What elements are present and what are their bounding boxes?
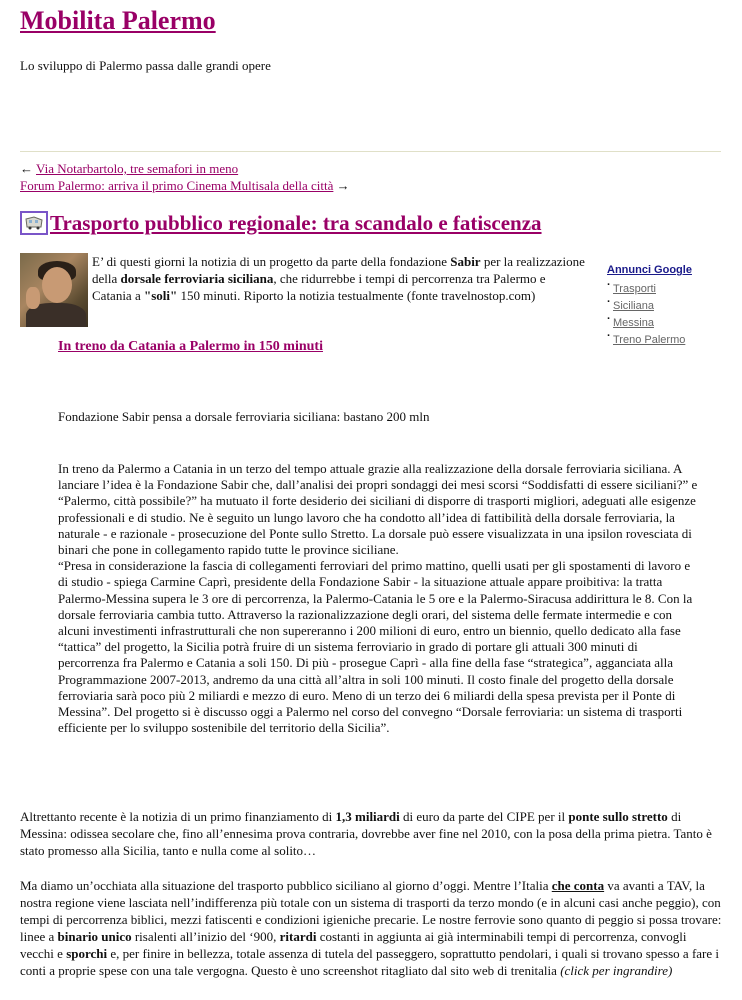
right-arrow-icon: → xyxy=(336,178,350,193)
next-post xyxy=(20,177,350,194)
ad-item xyxy=(607,332,722,349)
ad-item xyxy=(607,298,722,315)
post-navigation xyxy=(20,160,350,194)
header-divider xyxy=(20,151,721,152)
prev-post-link[interactable]: Via Notarbartolo, tre semafori in meno xyxy=(36,161,239,176)
google-ads xyxy=(607,262,722,349)
next-post-link[interactable]: Forum Palermo: arriva il primo Cinema Multisala della città xyxy=(20,178,334,193)
click-to-enlarge[interactable]: (click per ingrandire) xyxy=(560,963,673,978)
post-title[interactable]: Trasporto pubblico regionale: tra scandalo e fatiscenza xyxy=(50,211,542,235)
ad-link-treno-palermo[interactable]: Treno Palermo xyxy=(613,334,686,346)
quote-lead: Fondazione Sabir pensa a dorsale ferroviaria siciliana: bastano 200 mln xyxy=(58,409,430,424)
prev-post xyxy=(20,160,350,177)
author-avatar xyxy=(20,253,88,327)
site-tagline: Lo sviluppo di Palermo passa dalle grandi opere xyxy=(20,58,271,73)
post-intro: E’ di questi giorni la notizia di un progetto da parte della fondazione Sabir per la realizzazione della dorsale ferroviaria siciliana, che ridurrebbe i tempi di percorrenza tra Palermo e Catania a "soli" 150 minuti. Riporto la notizia testualmente (fonte travelnostop.com) xyxy=(92,254,585,303)
quote-body xyxy=(58,461,702,736)
left-arrow-icon: ← xyxy=(20,161,33,176)
che-conta-link[interactable]: che conta xyxy=(551,878,605,893)
ad-link-siciliana[interactable]: Siciliana xyxy=(613,300,654,312)
site-title[interactable]: Mobilita Palermo xyxy=(20,6,216,35)
ad-link-trasporti[interactable]: Trasporti xyxy=(613,283,656,295)
ad-item xyxy=(607,315,722,332)
quote-paragraph-1: In treno da Palermo a Catania in un terzo del tempo attuale grazie alla realizzazione della dorsale ferroviaria siciliana. A lanciare l’idea è la Fondazione Sabir che, dall’analisi dei propri sondaggi dei mesi scorsi “Soddisfatti di essere siciliani?” e “Palermo, città possibile?” ha mutuato il forte desiderio dei siciliani di disporre di trasporti migliori, adeguati alle esigenze professionali e di studio. Ne è seguito un lungo lavoro che ha condotto all’idea di fattibilità della dorsale ferroviaria, la naturale - e razionale - prosecuzione del Ponte sullo Stretto. La dorsale può essere visualizzata in una ipsilon rovesciata di binari che pone in collegamento rapido tutte le province siciliane. xyxy=(58,461,698,558)
ad-item xyxy=(607,281,722,298)
post-paragraph-1: Altrettanto recente è la notizia di un primo finanziamento di 1,3 miliardi di euro da parte del CIPE per il ponte sullo stretto di Messina: odissea secolare che, fino all’ennesima prova contraria, dovrebbe aver fine nel 2010, con la posa della prima pietra. Tanto è stato promesso alla Sicilia, tanto e nulla come al solito… xyxy=(20,809,712,858)
train-icon xyxy=(20,211,48,235)
ads-heading[interactable]: Annunci Google xyxy=(607,264,692,276)
post-paragraph-2: Ma diamo un’occhiata alla situazione del trasporto pubblico siciliano al giorno d’oggi. Mentre l’Italia che conta va avanti a TAV, la nostra regione viene lasciata nell’indifferenza più totale con un sistema di trasporti da terzo mondo (e in alcuni casi anche peggio), con tempi di percorrenza biblici, mezzi fatiscenti e condizioni igieniche precarie. Le nostre ferrovie sono quanto di peggio si possa trovare: linee a binario unico risalenti all’inizio del ‘900, ritardi costanti in aggiunta ai già interminabili tempi di percorrenza, convogli vecchi e sporchi e, per finire in bellezza, totale assenza di tutela del passeggero, soprattutto pendolari, i quali si trovano spesso a fare i conti a proprie spese con una tale vergogna. Questo è uno screenshot ritagliato dal sito web di trenitalia (click per ingrandire) xyxy=(20,878,722,978)
quote-paragraph-2: “Presa in considerazione la fascia di collegamenti ferroviari del primo mattino, quelli usati per gli spostamenti di lavoro e di studio - spiega Carmine Caprì, presidente della Fondazione Sabir - la situazione attuale appare proibitiva: la tratta Palermo-Messina supera le 3 ore di percorrenza, la Palermo-Catania le 5 ore e la Palermo-Siracusa addirittura le 8. Con la dorsale ferroviaria cambia tutto. Attraverso la razionalizzazione degli orari, del sistema delle fermate intermedie e con alcuni investimenti infrastrutturali che non supereranno i 200 milioni di euro, entro un biennio, quello dedicato alla fase “tattica” del progetto, la Sicilia potrà fruire di un sistema ferroviario in grado di portare gli attuali 300 minuti di percorrenza fra Palermo e Catania a soli 150. Di più - prosegue Caprì - alla fine della fase “strategica”, agganciata alla Programmazione 2007-2013, andremo da una città all’altra in soli 100 minuti. Il costo finale del progetto della dorsale ferroviaria sarà poco più 2 miliardi e mezzo di euro. Meno di un terzo dei 6 miliardi della spesa prevista per il Ponte di Messina”. Del progetto si è discusso oggi a Palermo nel corso del convegno “Dorsale ferroviaria: un sistema di trasporti efficiente per lo sviluppo sostenibile del territorio della Sicilia”. xyxy=(58,558,693,736)
post-title-row xyxy=(20,210,542,236)
ad-link-messina[interactable]: Messina xyxy=(613,317,654,329)
quoted-article-link[interactable]: In treno da Catania a Palermo in 150 minuti xyxy=(58,339,323,354)
